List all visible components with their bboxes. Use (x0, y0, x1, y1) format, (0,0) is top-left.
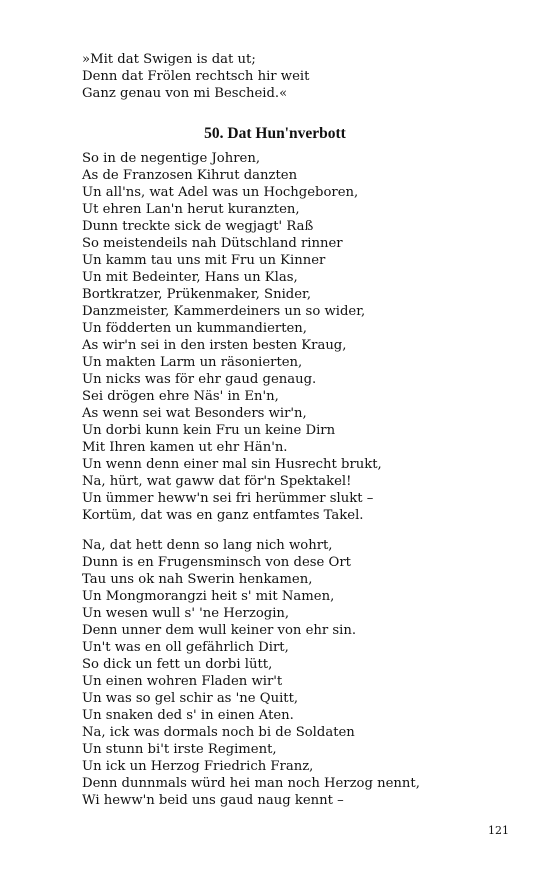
verse-line: As de Franzosen Kihrut danzten (82, 168, 298, 183)
verse-line: Un einen wohren Fladen wir't (82, 674, 283, 689)
verse-line: Un was so gel schir as 'ne Quitt, (82, 691, 299, 706)
verse-line: Un ick un Herzog Friedrich Franz, (82, 759, 314, 774)
verse-line: Denn dat Frölen rechtsch hir weit (82, 69, 310, 84)
verse-line: Sei drögen ehre Näs' in En'n, (82, 389, 279, 404)
verse-line: Denn unner dem wull keiner von ehr sin. (82, 623, 357, 638)
verse-line: Denn dunnmals würd hei man noch Herzog nennt, (82, 776, 420, 791)
verse-line: Un dorbi kunn kein Fru un keine Dirn (82, 423, 336, 438)
verse-line: Un Mongmorangzi heit s' mit Namen, (82, 589, 335, 604)
stanza-2 (82, 537, 522, 809)
verse-line: Un snaken ded s' in einen Aten. (82, 708, 294, 723)
poem-title: 50. Dat Hun'nverbott (204, 125, 346, 142)
verse-line: Un wesen wull s' 'ne Herzogin, (82, 606, 290, 621)
verse-line: Na, hürt, wat gaww dat för'n Spektakel! (82, 474, 352, 489)
verse-line: Dunn is en Frugensminsch von dese Ort (82, 555, 351, 570)
verse-line: Un kamm tau uns mit Fru un Kinner (82, 253, 326, 268)
verse-line: Un all'ns, wat Adel was un Hochgeboren, (82, 185, 359, 200)
verse-line: Na, dat hett denn so lang nich wohrt, (82, 538, 333, 553)
verse-line: Un makten Larm un räsonierten, (82, 355, 303, 370)
verse-line: Un't was en oll gefährlich Dirt, (82, 640, 289, 655)
verse-line: Dunn treckte sick de wegjagt' Raß (82, 219, 314, 234)
verse-line: Bortkratzer, Prükenmaker, Snider, (82, 287, 312, 302)
verse-line: Danzmeister, Kammerdeiners un so wider, (82, 304, 366, 319)
verse-line: Na, ick was dormals noch bi de Soldaten (82, 725, 355, 740)
verse-line: Un stunn bi't irste Regiment, (82, 742, 277, 757)
verse-line: »Mit dat Swigen is dat ut; (82, 52, 256, 67)
verse-line: As wenn sei wat Besonders wir'n, (82, 406, 307, 421)
verse-line: Mit Ihren kamen ut ehr Hän'n. (82, 440, 288, 455)
verse-line: Un mit Bedeinter, Hans un Klas, (82, 270, 298, 285)
verse-line: So meistendeils nah Dütschland rinner (82, 236, 343, 251)
verse-line: As wir'n sei in den irsten besten Kraug, (82, 338, 347, 353)
verse-line: Kortüm, dat was en ganz entfamtes Takel. (82, 508, 364, 523)
verse-line: Un ümmer heww'n sei fri herümmer slukt – (82, 491, 374, 506)
verse-line: Un födderten un kummandierten, (82, 321, 307, 336)
verse-line: Tau uns ok nah Swerin henkamen, (82, 572, 313, 587)
verse-line: Ut ehren Lan'n herut kuranzten, (82, 202, 300, 217)
page-number: 121 (488, 824, 509, 837)
verse-line: Wi heww'n beid uns gaud naug kennt – (82, 793, 344, 808)
verse-line: So dick un fett un dorbi lütt, (82, 657, 273, 672)
intro-verse (82, 51, 522, 102)
verse-line: Un wenn denn einer mal sin Husrecht brukt, (82, 457, 382, 472)
verse-line: So in de negentige Johren, (82, 151, 261, 166)
verse-line: Un nicks was för ehr gaud genaug. (82, 372, 317, 387)
stanza-1 (82, 150, 522, 524)
verse-line: Ganz genau von mi Bescheid.« (82, 86, 288, 101)
